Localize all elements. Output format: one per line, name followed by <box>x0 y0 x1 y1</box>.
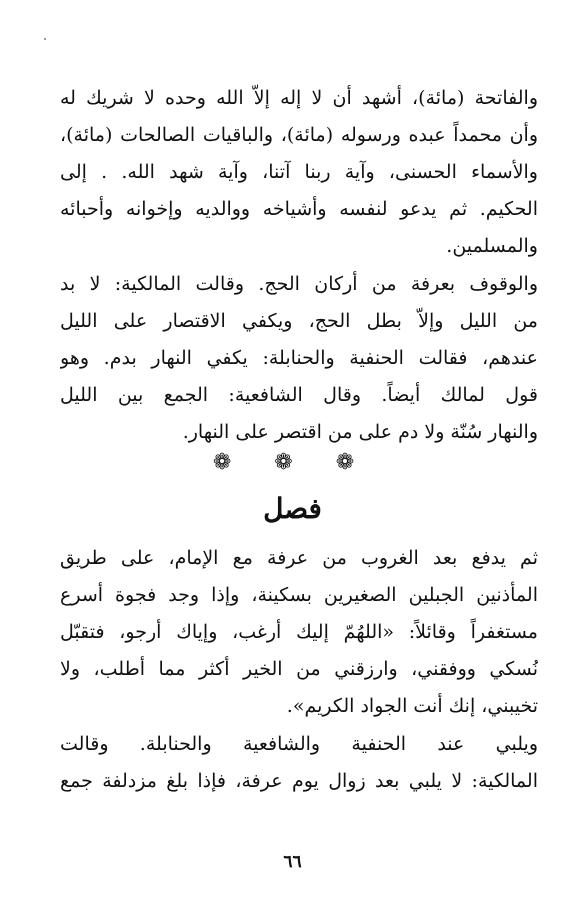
text-line: والأسماء الحسنى، وآية ربنا آتنا، وآية شهد الله. . إلى <box>60 161 538 183</box>
text-line: والفاتحة (مائة)، أشهد أن لا إله إلاّ الله وحده لا شريك له <box>60 87 538 109</box>
text-line: والوقوف بعرفة من أركان الحج. وقالت المالكية: لا بد <box>60 273 538 295</box>
text-line: المأذنين الجبلين الصغيرين بسكينة، وإذا وجد فجوة أسرع <box>60 584 538 606</box>
text-line: ثم يدفع بعد الغروب من عرفة مع الإمام، على طريق <box>60 547 538 569</box>
paragraph-departure <box>60 540 538 725</box>
page-number: ٦٦ <box>283 852 302 872</box>
text-line: ويلبي عند الحنفية والشافعية والحنابلة. وقالت <box>60 733 538 755</box>
text-line: والنهار سُنّة ولا دم على من اقتصر على النهار. <box>182 421 538 443</box>
paragraph-arafah <box>60 266 538 451</box>
text-line: عندهم، فقالت الحنفية والحنابلة: يكفي النهار بدم. وهو <box>60 347 538 369</box>
text-line: وأن محمداً عبده ورسوله (مائة)، والباقيات الصالحات (مائة)، <box>60 124 538 146</box>
text-line: الحكيم. ثم يدعو لنفسه وأشياخه ووالديه وإخوانه وأحبائه <box>60 198 538 220</box>
section-title: فصل <box>263 492 322 525</box>
text-line: والمسلمين. <box>446 235 538 257</box>
text-line: قول لمالك أيضاً. وقال الشافعية: الجمع بين الليل <box>60 384 538 406</box>
paragraph-dhikr <box>60 80 538 265</box>
section-divider-ornaments: ❁ ❁ ❁ <box>212 450 373 475</box>
text-line: نُسكي ووفقني، وارزقني من الخير أكثر مما أطلب، ولا <box>60 658 538 680</box>
text-line: مستغفراً وقائلاً: «اللهُمّ إليك أرغب، وإياك أرجو، فتقبّل <box>60 621 538 643</box>
text-line: المالكية: لا يلبي بعد زوال يوم عرفة، فإذا بلغ مزدلفة جمع <box>60 770 538 792</box>
text-line: من الليل وإلاّ بطل الحج، ويكفي الاقتصار على الليل <box>60 310 538 332</box>
paragraph-talbiyah <box>60 726 538 800</box>
text-line: تخيبني، إنك أنت الجواد الكريم». <box>286 695 538 717</box>
scan-mark <box>44 38 46 40</box>
